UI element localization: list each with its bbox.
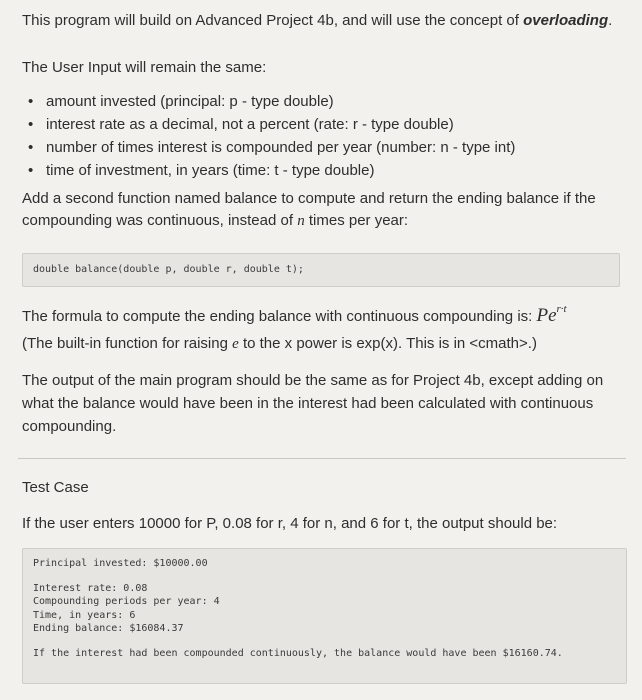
list-item: • interest rate as a decimal, not a percent (rate: r - type double)	[26, 113, 515, 136]
add-function-text: Add a second function named balance to compute and return the ending balance if the compounding was continuous, instead of	[22, 190, 596, 229]
builtin-e: e	[232, 336, 239, 352]
intro-text: This program will build on Advanced Project 4b, and will use the concept of	[22, 12, 524, 29]
signature-code-block: double balance(double p, double r, double t);	[22, 253, 620, 287]
add-function-var: n	[297, 213, 305, 229]
add-function-paragraph	[22, 188, 622, 232]
input-list	[26, 90, 515, 182]
formula-paragraph	[22, 298, 567, 328]
list-item: • amount invested (principal: p - type double)	[26, 90, 515, 113]
formula-math	[536, 305, 566, 326]
builtin-text: (The built-in function for raising	[22, 335, 233, 352]
output-principal: Principal invested: $10000.00	[33, 558, 208, 569]
test-case-intro: If the user enters 10000 for P, 0.08 for r, 4 for n, and 6 for t, the output should be:	[22, 515, 558, 532]
output-rate: Interest rate: 0.08	[33, 582, 148, 594]
builtin-paragraph	[22, 333, 537, 355]
formula-text: The formula to compute the ending balance with continuous compounding is:	[22, 308, 537, 325]
add-function-after: times per year:	[304, 212, 409, 229]
user-input-line: The User Input will remain the same:	[22, 59, 267, 76]
test-output-block	[22, 548, 627, 684]
intro-paragraph	[22, 10, 612, 32]
output-continuous: If the interest had been compounded continuously, the balance would have been $16160.74.	[33, 647, 563, 659]
list-item: • number of times interest is compounded per year (number: n - type int)	[26, 136, 515, 159]
output-description: The output of the main program should be the same as for Project 4b, except adding on what the balance would have been in the interest had been calculated with continuous compounding.	[22, 372, 604, 435]
formula-base: Pe	[536, 305, 557, 326]
intro-end: .	[608, 12, 613, 29]
formula-exponent: r·t	[556, 303, 567, 315]
section-divider	[18, 458, 626, 459]
output-periods: Compounding periods per year: 4	[33, 596, 220, 607]
output-time: Time, in years: 6	[33, 609, 136, 621]
intro-emphasis: overloading	[523, 12, 609, 29]
list-item: • time of investment, in years (time: t - type double)	[26, 159, 515, 182]
test-case-title: Test Case	[22, 479, 89, 496]
builtin-after: to the x power is exp(x). This is in <cmath>.)	[238, 335, 537, 352]
output-ending: Ending balance: $16084.37	[33, 623, 184, 634]
